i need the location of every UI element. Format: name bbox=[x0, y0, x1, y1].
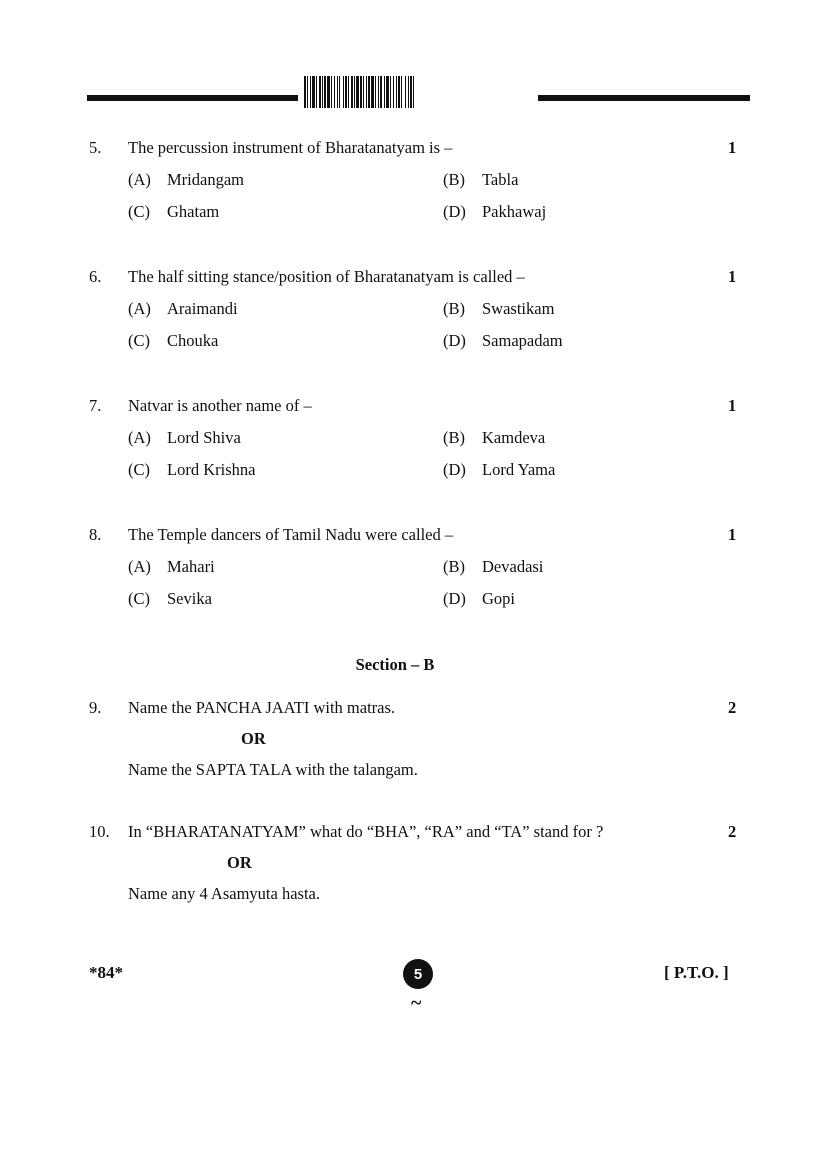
option-text: Kamdeva bbox=[482, 428, 546, 447]
alternative-question-text: Name any 4 Asamyuta hasta. bbox=[128, 884, 320, 903]
or-label: OR bbox=[241, 729, 266, 748]
option-b bbox=[443, 170, 518, 190]
option-label: (B) bbox=[443, 170, 465, 189]
option-text: Pakhawaj bbox=[482, 202, 547, 221]
page-number: 5 bbox=[403, 959, 433, 989]
option-d bbox=[443, 460, 555, 480]
question-number: 8. bbox=[89, 525, 102, 544]
option-d bbox=[443, 589, 515, 609]
option-text: Mahari bbox=[167, 557, 215, 576]
option-label: (D) bbox=[443, 202, 466, 221]
option-label: (A) bbox=[128, 428, 151, 447]
tilde-mark: ~ bbox=[411, 992, 422, 1014]
option-text: Lord Krishna bbox=[167, 460, 256, 479]
question-marks: 2 bbox=[728, 698, 737, 717]
question-text: The half sitting stance/position of Bharatanatyam is called – bbox=[128, 267, 525, 286]
option-c bbox=[128, 460, 255, 480]
option-label: (D) bbox=[443, 331, 466, 350]
option-text: Ghatam bbox=[167, 202, 220, 221]
header-rule-left bbox=[87, 95, 298, 101]
pto-label: [ P.T.O. ] bbox=[664, 963, 729, 982]
option-text: Gopi bbox=[482, 589, 515, 608]
option-d bbox=[443, 331, 563, 351]
option-a bbox=[128, 428, 241, 448]
option-label: (B) bbox=[443, 299, 465, 318]
paper-code: *84* bbox=[89, 963, 123, 982]
or-label: OR bbox=[227, 853, 252, 872]
option-text: Devadasi bbox=[482, 557, 544, 576]
question-text: Natvar is another name of – bbox=[128, 396, 312, 415]
option-text: Lord Yama bbox=[482, 460, 556, 479]
option-label: (C) bbox=[128, 460, 150, 479]
question-marks: 1 bbox=[728, 267, 737, 286]
question-text: Name the PANCHA JAATI with matras. bbox=[128, 698, 396, 717]
option-label: (C) bbox=[128, 202, 150, 221]
alternative-question-text: Name the SAPTA TALA with the talangam. bbox=[128, 760, 418, 779]
question-number: 5. bbox=[89, 138, 102, 157]
question-text: In “BHARATANATYAM” what do “BHA”, “RA” and “TA” stand for ? bbox=[128, 822, 604, 841]
option-text: Tabla bbox=[482, 170, 519, 189]
option-label: (C) bbox=[128, 589, 150, 608]
section-b-heading: Section – B bbox=[355, 655, 435, 674]
option-c bbox=[128, 589, 212, 609]
option-label: (D) bbox=[443, 589, 466, 608]
option-label: (B) bbox=[443, 557, 465, 576]
option-label: (D) bbox=[443, 460, 466, 479]
question-number: 7. bbox=[89, 396, 102, 415]
option-label: (A) bbox=[128, 170, 151, 189]
question-marks: 1 bbox=[728, 138, 737, 157]
option-text: Mridangam bbox=[167, 170, 244, 189]
barcode-icon bbox=[304, 76, 522, 108]
option-text: Araimandi bbox=[167, 299, 238, 318]
header-rule-right bbox=[538, 95, 750, 101]
option-b bbox=[443, 428, 545, 448]
option-b bbox=[443, 557, 543, 577]
question-number: 10. bbox=[89, 822, 110, 841]
option-text: Samapadam bbox=[482, 331, 563, 350]
question-number: 6. bbox=[89, 267, 102, 286]
option-text: Chouka bbox=[167, 331, 219, 350]
option-label: (A) bbox=[128, 299, 151, 318]
question-marks: 1 bbox=[728, 396, 737, 415]
option-a bbox=[128, 170, 244, 190]
option-text: Sevika bbox=[167, 589, 212, 608]
question-marks: 1 bbox=[728, 525, 737, 544]
option-b bbox=[443, 299, 554, 319]
option-a bbox=[128, 557, 215, 577]
question-text: The Temple dancers of Tamil Nadu were called – bbox=[128, 525, 454, 544]
option-c bbox=[128, 202, 219, 222]
option-text: Swastikam bbox=[482, 299, 555, 318]
question-marks: 2 bbox=[728, 822, 737, 841]
question-number: 9. bbox=[89, 698, 102, 717]
option-d bbox=[443, 202, 546, 222]
option-label: (A) bbox=[128, 557, 151, 576]
option-text: Lord Shiva bbox=[167, 428, 241, 447]
option-label: (B) bbox=[443, 428, 465, 447]
option-a bbox=[128, 299, 238, 319]
option-label: (C) bbox=[128, 331, 150, 350]
option-c bbox=[128, 331, 218, 351]
question-text: The percussion instrument of Bharatanatyam is – bbox=[128, 138, 453, 157]
